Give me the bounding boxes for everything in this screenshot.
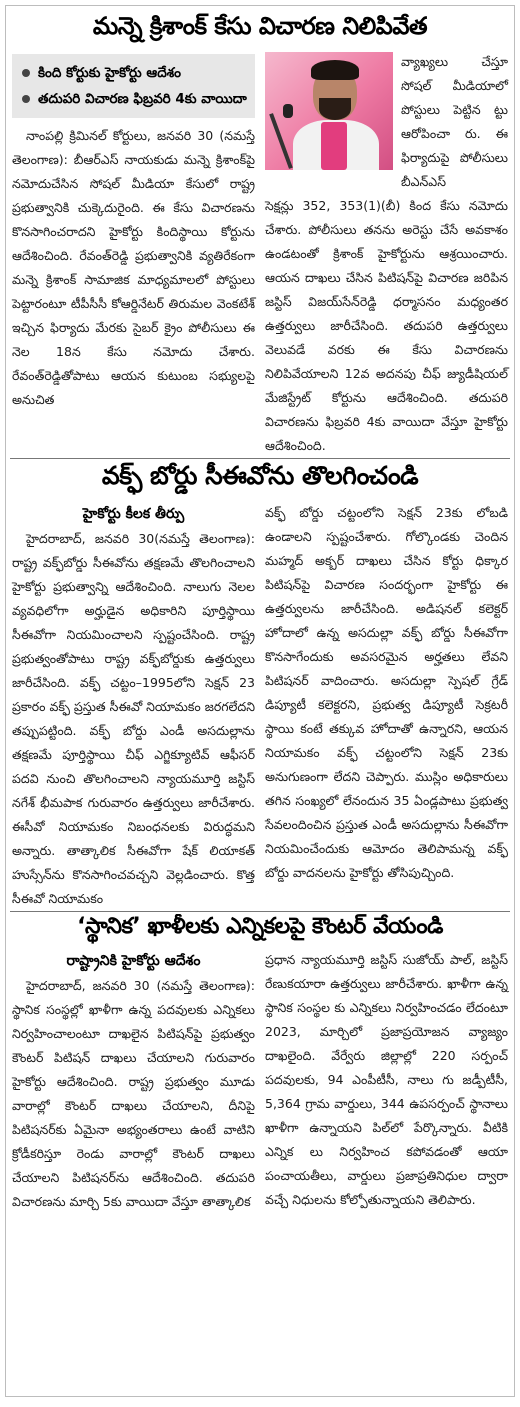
divider — [10, 911, 510, 912]
story1-left-column — [12, 50, 255, 458]
highlight-item: కింది కోర్టుకు హైకోర్టు ఆదేశం — [20, 60, 247, 86]
headline-krishank-case: మన్నె క్రిశాంక్ కేసు విచారణ నిలిపివేత — [92, 12, 428, 40]
story3-right-column — [265, 948, 508, 1214]
bullet-icon — [22, 69, 30, 77]
story3-left-text: హైదరాబాద్, జనవరి 30 (నమస్తే తెలంగాణ): స్థానిక సంస్థల్లో ఖాళీగా ఉన్న పదవులకు ఎన్నికలు నిర్వహించాలంటూ దాఖలైన పిటిషన్‌పై ప్రభుత్వం కౌంటర్ పిటిషన్ దాఖలు చేయాలని గురువారం హైకోర్టు ఆదేశించింది. రాష్ట్ర ప్రభుత్వం మూడు వారాల్లో కౌంటర్ దాఖలు చేయాలని, దీనిపై పిటిషనర్‌కు ఏమైనా అభ్యంతరాలు ఉంటే వాటిని క్రోడీకరిస్తూ రెండు వారాల్లో కౌంటర్ దాఖలు చేయాలని పిటిషనర్‌ను ఆదేశించింది. తదుపరి విచారణను మార్చి 5కు వాయిదా వేస్తూ తాత్కాలిక — [12, 978, 255, 1209]
story1-right-column — [265, 50, 508, 458]
story1-left-text: నాంపల్లి క్రిమినల్ కోర్టులు, జనవరి 30 (నమస్తే తెలంగాణ): బీఆర్ఎస్ నాయకుడు మన్నె క్రిశాంక్‌పై నమోదుచేసిన సోషల్ మీడియా కేసులో రాష్ట్ర ప్రభుత్వానికి చుక్కెదురైంది. ఈ కేసు విచారణను కొనసాగించరాదని హైకోర్టు కిందిస్థాయి కోర్టును ఆదేశించింది. రేవంత్‌రెడ్డి ప్రభుత్వానికి వ్యతిరేకంగా మన్నె క్రిశాంక్ సామాజిక మాధ్యమాలలో పోస్టులు పెట్టారంటూ టీపీసీసీ కోఆర్డినేటర్ తిరుమల వెంకటేశ్ ఇచ్చిన ఫిర్యాదు మేరకు సైబర్ క్రైం పోలీసులు ఈ నెల 18న కేసు నమోదు చేశారు. రేవంత్‌రెడ్డితోపాటు ఆయన కుటుంబ సభ్యులపై అనుచిత — [12, 128, 255, 407]
divider — [10, 458, 510, 459]
highlight-box — [12, 54, 255, 118]
story2-left-column — [12, 501, 255, 911]
story-krishank-case — [6, 12, 514, 458]
story1-right-top-text: వ్యాఖ్యలు చేస్తూ సోషల్ మీడియాలో పోస్టులు పెట్టిన ట్టు ఆరోపించా రు. ఈ ఫిర్యాదుపై పోలీసులు బీఎన్ఎస్ — [401, 54, 508, 189]
story2-right-text: వక్ఫ్ బోర్డు చట్టంలోని సెక్షన్ 23కు లోబడి ఉండాలని స్పష్టంచేశారు. గోల్కొండకు చెందిన మహ్మద్ అక్బర్ దాఖలు చేసిన కోర్టు ధిక్కార పిటిషన్‌పై విచారణ సందర్భంగా హైకోర్టు ఈ ఉత్తర్వులను జారీచేసింది. అడిషనల్ కలెక్టర్ హోదాలో ఉన్న అసదుల్లా వక్ఫ్ బోర్డు సీఈవోగా కొనసాగేందుకు అవసరమైన అర్హతలు లేవని పిటిషనర్ వాదించారు. అసదుల్లా స్పెషల్ గ్రేడ్ డిప్యూటీ కలెక్టరని, ప్రభుత్వ డిప్యూటీ సెక్రటరీ స్థాయి కంటే తక్కువ హోదాతో ఉన్నారని, ఆయన నియామకం వక్ఫ్ చట్టంలోని సెక్షన్ 23కు అనుగుణంగా లేదని చెప్పారు. ముస్లిం అధికారులు తగిన సంఖ్యలో లేనందున 35 ఏండ్లపాటు ప్రభుత్వ సేవలందించిన ప్రస్తుత ఎండీ అసదుల్లాను సీఈవోగా నియమించేందుకు ఆమోదం తెలిపామన్న వక్ఫ్ బోర్డు వాదనలను హైకోర్టు తోసిపుచ్చింది. — [265, 505, 508, 880]
headline-waqf-board: వక్ఫ్ బోర్డు సీఈవోను తొలగించండి — [101, 461, 419, 490]
story2-left-text: హైదరాబాద్, జనవరి 30(నమస్తే తెలంగాణ): రాష్ట్ర వక్ఫ్‌బోర్డు సీఈవోను తక్షణమే తొలగించాలని హైకోర్టు ప్రభుత్వాన్ని ఆదేశించింది. నాలుగు నెలల వ్యవధిలోగా అర్హుడైన అధికారిని పూర్తిస్థాయి సీఈవోగా నియమించాలని స్పష్టంచేసింది. రాష్ట్ర ప్రభుత్వంతోపాటు రాష్ట్ర వక్ఫ్‌బోర్డుకు ఉత్తర్వులు జారీచేసింది. వక్ఫ్ చట్టం–1995లోని సెక్షన్ 23 ప్రకారం వక్ఫ్ ప్రస్తుత సీఈవో నియామకం జరగలేదని తప్పుపట్టింది. వక్ఫ్ బోర్డు ఎండీ అసదుల్లాను తక్షణమే పూర్తిస్థాయి చీఫ్ ఎగ్జిక్యూటివ్ ఆఫీసర్ పదవి నుంచి తొలగించాలని న్యాయమూర్తి జస్టిస్ నగేశ్ భీమపాక గురువారం ఉత్తర్వులు జారీచేశారు. ఈసీవో నియామకం నిబంధనలకు విరుద్ధమని అన్నారు. తాత్కాలిక సీఈవోగా షేక్ లియాకత్ హుస్సేన్‌ను కొనసాగించవచ్చని వెల్లడించారు. కొత్త సీఈవో నియామకం — [12, 531, 255, 906]
story3-left-column — [12, 948, 255, 1214]
story-waqf-board — [6, 461, 514, 911]
story3-subhead: రాష్ట్రానికి హైకోర్టు ఆదేశం — [66, 953, 201, 969]
headline-local-bodies: ‘స్థానిక’ ఖాళీలకు ఎన్నికలపై కౌంటర్ వేయండి — [77, 914, 443, 939]
newspaper-page — [5, 5, 515, 1397]
krishank-photo — [265, 52, 393, 170]
bullet-icon — [22, 95, 30, 103]
story3-right-text: ప్రధాన న్యాయమూర్తి జస్టిస్ సుజోయ్ పాల్, జస్టిస్ రేణుకయారా ఉత్తర్వులు జారీచేశారు. ఖాళీగా ఉన్న స్థానిక సంస్థల కు ఎన్నికలు నిర్వహించడం లేదంటూ 2023, మార్చిలో ప్రజాప్రయోజన వ్యాజ్యం దాఖలైంది. వేర్వేరు జిల్లాల్లో 220 సర్పంచ్ పదవులకు, 94 ఎంపీటీసీ, నాలు గు జడ్పీటీసీ, 5,364 గ్రామ వార్డులు, 344 ఉపసర్పంచ్ స్థానాలు ఖాళీగా ఉన్నాయని పిల్‌లో పేర్కొన్నారు. వీటికి ఎన్నిక లు నిర్వహించ కపోవడంతో ఆయా పంచాయతీలు, వార్డులు ప్రజాప్రతినిధుల ద్వారా వచ్చే నిధులను కోల్పోతున్నాయని తెలిపారు. — [265, 952, 508, 1207]
story-local-bodies — [6, 914, 514, 1214]
microphone-icon — [283, 104, 293, 118]
story2-subhead: హైకోర్టు కీలక తీర్పు — [82, 506, 185, 522]
highlight-item: తదుపరి విచారణ ఫిబ్రవరి 4కు వాయిదా — [20, 86, 247, 112]
story2-right-column — [265, 501, 508, 911]
story1-right-text: సెక్షన్లు 352, 353(1)(బీ) కింద కేసు నమోదు చేశారు. పోలీసులు తనను అరెస్టు చేసే అవకాశం ఉండటంతో క్రిశాంక్ హైకోర్టును ఆశ్రయించారు. ఆయన దాఖలు చేసిన పిటిషన్‌పై విచారణ జరిపిన జస్టిస్ విజయ్‌సేన్‌రెడ్డి ధర్మాసనం మధ్యంతర ఉత్తర్వులు జారీచేసింది. తదుపరి ఉత్తర్వులు వెలువడే వరకు ఈ కేసు విచారణను నిలిపివేయాలని 12వ అదనపు చీఫ్ జ్యుడీషియల్ మేజిస్ట్రేట్ కోర్టును ఆదేశించింది. తదుపరి విచారణను ఫిబ్రవరి 4కు వాయిదా వేస్తూ హైకోర్టు ఆదేశించింది. — [265, 198, 508, 453]
